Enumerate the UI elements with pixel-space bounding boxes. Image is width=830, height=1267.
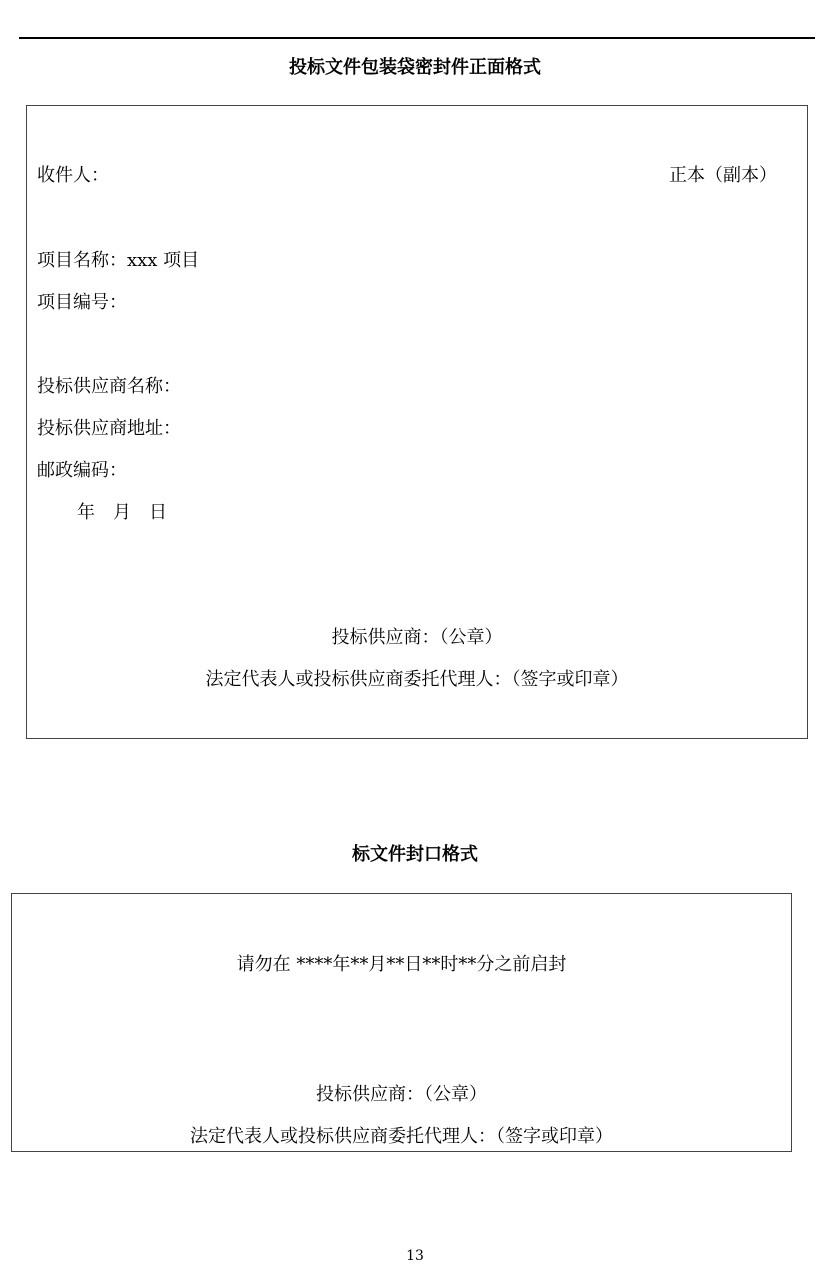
seal-supplier-seal: 投标供应商：（公章）	[316, 1084, 487, 1105]
supplier-address: 投标供应商地址：	[37, 418, 181, 439]
seal-representative-signature: 法定代表人或投标供应商委托代理人：（签字或印章）	[190, 1126, 613, 1147]
project-number: 项目编号：	[37, 292, 127, 313]
header-rule	[19, 37, 815, 39]
postal-code: 邮政编码：	[37, 460, 127, 481]
seal-format-box	[11, 893, 792, 1152]
envelope-front-title: 投标文件包装袋密封件正面格式	[289, 57, 541, 78]
supplier-seal: 投标供应商：（公章）	[331, 627, 503, 648]
supplier-name: 投标供应商名称：	[37, 376, 181, 397]
copy-type: 正本（副本）	[669, 165, 777, 186]
envelope-front-box	[26, 105, 808, 739]
project-name: 项目名称：xxx 项目	[37, 250, 200, 271]
date-line: 年 月 日	[77, 502, 167, 523]
recipient-label: 收件人：	[37, 165, 109, 186]
page-number: 13	[406, 1248, 424, 1264]
representative-signature: 法定代表人或投标供应商委托代理人：（签字或印章）	[205, 669, 629, 690]
do-not-open-notice: 请勿在 ****年**月**日**时**分之前启封	[236, 954, 567, 975]
seal-format-title: 标文件封口格式	[352, 844, 478, 865]
